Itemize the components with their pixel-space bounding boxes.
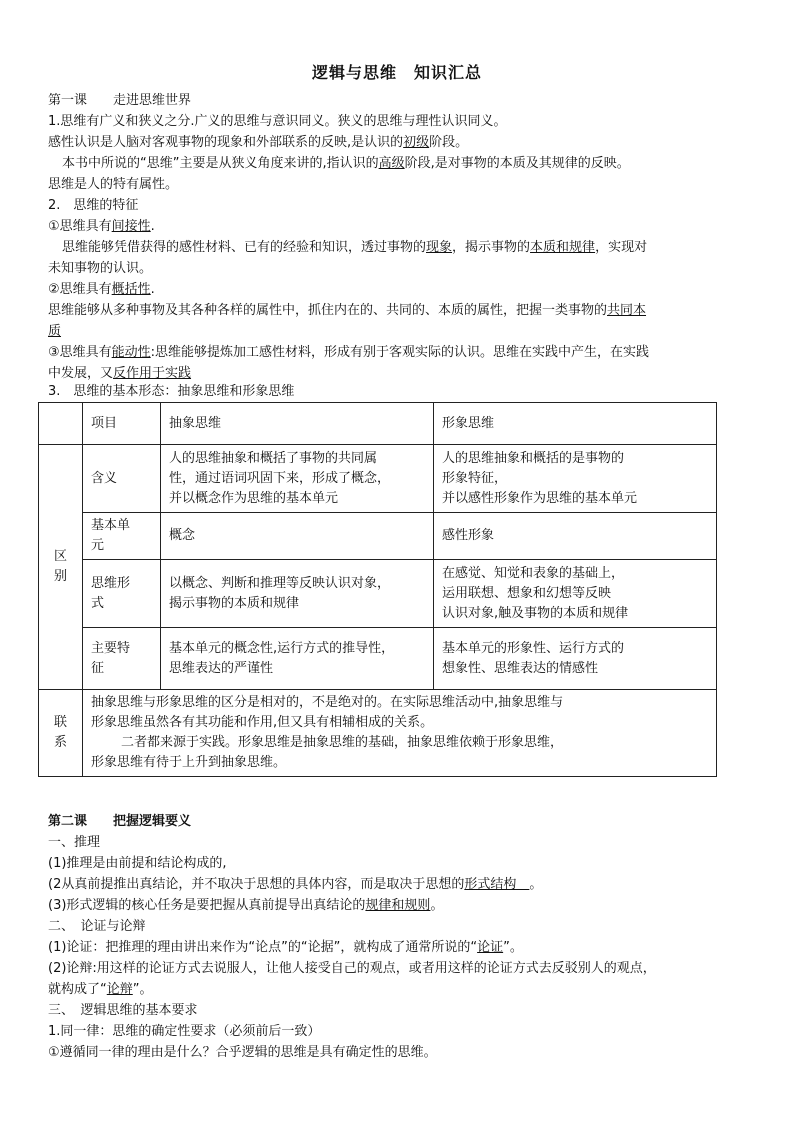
text: 认识对象,触及事物的本质和规律 <box>442 605 629 621</box>
text: ，实现对 <box>595 240 648 255</box>
text: ①思维具有 <box>48 219 112 234</box>
text: 就构成了“ <box>48 982 107 997</box>
text: 式 <box>91 595 105 611</box>
text: 感性认识是人脑对客观事物的现象和外部联系的反映,是认识的 <box>48 135 404 150</box>
table-cell <box>161 445 434 513</box>
list-item: (1)推理是由前提和结论构成的, <box>48 856 227 871</box>
text: 基本单元的概念性,运行方式的推导性， <box>169 640 395 656</box>
underlined-term: 现象 <box>426 240 453 255</box>
feature-1-desc-line2: 未知事物的认识。 <box>48 261 153 276</box>
text: 形象思维有待于上升到抽象思维。 <box>91 755 287 770</box>
text: 主要特 <box>91 640 131 656</box>
table-cell <box>83 445 161 513</box>
table-cell <box>434 628 717 690</box>
text: 感性形象 <box>442 528 495 543</box>
text: ③思维具有 <box>48 345 112 360</box>
lesson1-paragraph-3 <box>62 154 630 174</box>
underlined-term: 形式结构 <box>464 877 530 892</box>
underlined-term: 共同本 <box>607 303 647 318</box>
text: 想象性、思维表达的情感性 <box>442 660 599 676</box>
table-cell <box>434 560 717 628</box>
text: 以概念、判断和推理等反映认识对象， <box>169 575 391 591</box>
text: . <box>150 219 155 234</box>
text: 形象思维虽然各有其功能和作用,但又具有相辅相成的关系。 <box>91 715 434 730</box>
table-cell <box>434 445 717 513</box>
text: (2从真前提推出真结论，并不取决于思想的具体内容，而是取决于思想的 <box>48 877 465 892</box>
text: ”。 <box>132 982 153 997</box>
table-cell <box>434 513 717 560</box>
text: 基本单元的形象性、运行方式的 <box>442 640 625 656</box>
feature-3-line2 <box>48 364 191 384</box>
comparison-table <box>38 402 717 777</box>
text: 并以概念作为思维的基本单元 <box>169 490 339 506</box>
text: 在感觉、知觉和表象的基础上， <box>442 565 625 581</box>
text: 中发展，又 <box>48 366 114 381</box>
text: 人的思维抽象和概括的是事物的 <box>442 450 625 466</box>
section-heading: 2. 思维的特征 <box>48 198 139 213</box>
underlined-term: 论辩 <box>106 982 133 997</box>
lesson2-heading: 第二课 把握逻辑要义 <box>48 814 192 829</box>
text: 别 <box>53 569 67 584</box>
text: 二者都来源于实践。形象思维是抽象思维的基础，抽象思维依赖于形象思维， <box>121 735 564 750</box>
table-row <box>39 560 717 628</box>
table-row <box>39 445 717 513</box>
text: 征 <box>91 660 105 676</box>
table-row <box>39 513 717 560</box>
page-title: 逻辑与思维 知识汇总 <box>311 63 482 82</box>
table-cell <box>161 628 434 690</box>
text: (3)形式逻辑的核心任务是要把握从真前提导出真结论的 <box>48 898 366 913</box>
text: ，揭示事物的 <box>452 240 531 255</box>
list-item: 1.同一律：思维的确定性要求（必须前后一致） <box>48 1024 321 1039</box>
table-row <box>39 628 717 690</box>
table-row <box>39 690 717 777</box>
table-header-cell: 抽象思维 <box>161 403 434 445</box>
text: 含义 <box>91 470 118 486</box>
text: 思维能够从多种事物及其各种各样的属性中，抓住内在的、共同的、本质的属性，把握一类事物的 <box>48 303 608 318</box>
feature-2-title <box>48 280 155 300</box>
underlined-term: 能动性 <box>111 345 151 360</box>
table-header-cell: 形象思维 <box>434 403 717 445</box>
section-heading: 二、 论证与论辩 <box>48 919 146 934</box>
underlined-term: 反作用于实践 <box>113 366 192 381</box>
text: 联 <box>53 715 67 730</box>
link-text-cell <box>83 690 717 777</box>
list-item <box>48 896 443 916</box>
text: 阶段,是对事物的本质及其规律的反映。 <box>404 156 630 171</box>
text: 性，通过语词巩固下来，形成了概念， <box>169 470 391 486</box>
text: 区 <box>53 549 67 564</box>
link-label-cell <box>39 690 83 777</box>
feature-2-desc-line2 <box>48 322 61 342</box>
text: 思维表达的严谨性 <box>169 660 274 676</box>
text: 阶段。 <box>429 135 469 150</box>
feature-1-title <box>48 217 155 237</box>
underlined-term: 高级 <box>378 156 405 171</box>
text: 概念 <box>169 528 196 543</box>
text: 揭示事物的本质和规律 <box>169 595 300 611</box>
text: 元 <box>91 538 105 553</box>
underlined-term: 概括性 <box>111 282 151 297</box>
underlined-term: 质 <box>48 324 62 339</box>
text: 人的思维抽象和概括了事物的共同属 <box>169 450 378 466</box>
section-heading: 3. 思维的基本形态：抽象思维和形象思维 <box>48 384 295 399</box>
text: 思维形 <box>91 575 131 591</box>
text: 系 <box>53 735 67 750</box>
table-header-cell: 项目 <box>83 403 161 445</box>
text: 。 <box>430 898 444 913</box>
table-cell <box>83 628 161 690</box>
table-cell <box>161 513 434 560</box>
table-cell <box>83 513 161 560</box>
lesson1-paragraph-1: 1.思维有广义和狭义之分.广义的思维与意识同义。狭义的思维与理性认识同义。 <box>48 114 507 129</box>
text: 运用联想、想象和幻想等反映 <box>442 585 612 601</box>
underlined-term: 本质和规律 <box>530 240 596 255</box>
list-item-continued <box>48 980 153 1000</box>
text: 基本单 <box>91 518 131 533</box>
text: 本书中所说的“思维”主要是从狭义角度来讲的,指认识的 <box>62 156 379 171</box>
list-item <box>48 938 523 958</box>
feature-2-desc-line1 <box>48 301 646 321</box>
underlined-term: 论证 <box>477 940 504 955</box>
text: ②思维具有 <box>48 282 112 297</box>
underlined-term: 规律和规则 <box>365 898 431 913</box>
feature-3-line1 <box>48 343 649 363</box>
table-cell <box>161 560 434 628</box>
list-item <box>48 875 542 895</box>
lesson1-heading: 第一课 走进思维世界 <box>48 93 192 108</box>
section-heading: 三、 逻辑思维的基本要求 <box>48 1003 198 1018</box>
text: 抽象思维与形象思维的区分是相对的，不是绝对的。在实际思维活动中,抽象思维与 <box>91 695 564 710</box>
text: . <box>150 282 155 297</box>
list-item: (2)论辩:用这样的论证方式去说服人，让他人接受自己的观点，或者用这样的论证方式去反驳别人的观点， <box>48 961 656 976</box>
section-heading: 一、推理 <box>48 835 101 850</box>
lesson1-paragraph-4: 思维是人的特有属性。 <box>48 177 179 192</box>
lesson1-paragraph-2 <box>48 133 468 153</box>
feature-1-desc-line1 <box>62 238 647 258</box>
text: (1)论证：把推理的理由讲出来作为“论点”的“论据”，就构成了通常所说的“ <box>48 940 478 955</box>
text: 形象特征， <box>442 470 508 486</box>
table-header-row <box>39 403 717 445</box>
text: 。 <box>529 877 543 892</box>
table-cell <box>83 560 161 628</box>
list-item: ①遵循同一律的理由是什么？合乎逻辑的思维是具有确定性的思维。 <box>48 1045 437 1060</box>
table-cell <box>39 403 83 445</box>
underlined-term: 间接性 <box>111 219 151 234</box>
text: 并以感性形象作为思维的基本单元 <box>442 490 638 506</box>
text: ”。 <box>503 940 523 955</box>
text: 思维能够凭借获得的感性材料、已有的经验和知识，透过事物的 <box>62 240 427 255</box>
text: :思维能够提炼加工感性材料，形成有别于客观实际的认识。思维在实践中产生，在实践 <box>150 345 650 360</box>
underlined-term: 初级 <box>403 135 430 150</box>
diff-label-cell <box>39 445 83 690</box>
